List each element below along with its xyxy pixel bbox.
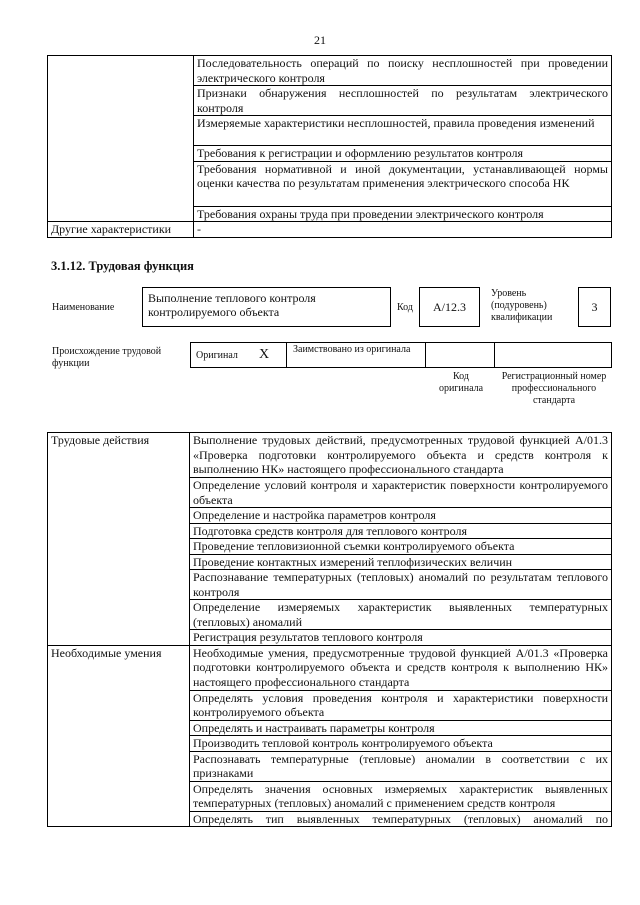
table-cell: Распознавание температурных (тепловых) аномалий по результатам теплового контроля xyxy=(190,570,612,600)
table-cell: Определять и настраивать параметры контроля xyxy=(190,720,612,736)
other-characteristics-label: Другие характеристики xyxy=(48,222,194,238)
table-cell: Определение и настройка параметров контроля xyxy=(190,508,612,524)
table-cell: Определять тип выявленных температурных (тепловых) аномалий по xyxy=(190,811,612,827)
borrowed-label: Заимствовано из оригинала xyxy=(293,344,411,355)
table-cell: Регистрация результатов теплового контроля xyxy=(190,630,612,646)
empty-label-cell xyxy=(48,56,194,222)
level-value: 3 xyxy=(591,300,598,314)
table-cell: Необходимые умения, предусмотренные трудовой функцией A/01.3 «Проверка подготовки контролируемого объекта и средств контроля к выполнению НК» настоящего профессионального стандарта xyxy=(190,645,612,690)
divider xyxy=(425,342,426,368)
name-label: Наименование xyxy=(52,302,115,313)
origin-label: Происхождение трудовой функции xyxy=(52,346,162,369)
code-value: A/12.3 xyxy=(433,300,466,314)
table-row xyxy=(48,222,612,238)
table-row xyxy=(48,645,612,690)
level-label: Уровень (подуровень) квалификации xyxy=(491,288,553,323)
skills-label: Необходимые умения xyxy=(48,645,190,827)
original-label: Оригинал xyxy=(196,350,238,361)
table-cell: Определять условия проведения контроля и характеристики поверхности контролируемого объекта xyxy=(190,690,612,720)
code-label: Код xyxy=(397,302,413,313)
table-cell: Измеряемые характеристики несплошностей, правила проведения изменений xyxy=(194,116,612,146)
table-cell: Требования к регистрации и оформлению результатов контроля xyxy=(194,146,612,162)
function-name: Выполнение теплового контроля контролируемого объекта xyxy=(148,291,316,319)
table-cell: Определение условий контроля и характеристик поверхности контролируемого объекта xyxy=(190,478,612,508)
code-original-caption: Код оригинала xyxy=(438,371,484,394)
section-heading: 3.1.12. Трудовая функция xyxy=(51,259,194,273)
top-table xyxy=(47,55,612,238)
table-row xyxy=(48,56,612,86)
table-cell: Распознавать температурные (тепловые) аномалии в соответствии с их признаками xyxy=(190,751,612,781)
table-cell: Требования охраны труда при проведении электрического контроля xyxy=(194,206,612,222)
table-cell: Подготовка средств контроля для теплового контроля xyxy=(190,523,612,539)
table-cell: Определение измеряемых характеристик выявленных температурных (тепловых) аномалий xyxy=(190,600,612,630)
code-value-box xyxy=(419,287,480,327)
main-table xyxy=(47,432,612,827)
table-cell: Проведение контактных измерений теплофизических величин xyxy=(190,554,612,570)
table-cell: Требования нормативной и иной документации, устанавливающей нормы оценки качества по результатам применения электрического способа НК xyxy=(194,161,612,206)
table-cell: Выполнение трудовых действий, предусмотренных трудовой функцией A/01.3 «Проверка подготовки контролируемого объекта и средств контроля к выполнению НК» настоящего профессионального стандарта xyxy=(190,433,612,478)
table-row xyxy=(48,433,612,478)
table-cell: Признаки обнаружения несплошностей по результатам электрического контроля xyxy=(194,86,612,116)
table-cell: Определять значения основных измеряемых характеристик выявленных температурных (тепловых) аномалий с применением средств контроля xyxy=(190,781,612,811)
table-cell: Производить тепловой контроль контролируемого объекта xyxy=(190,736,612,752)
divider xyxy=(286,342,287,368)
level-value-box xyxy=(578,287,611,327)
reg-number-caption: Регистрационный номер профессионального стандарта xyxy=(501,371,607,406)
table-cell: Последовательность операций по поиску несплошностей при проведении электрического контроля xyxy=(194,56,612,86)
name-value-box xyxy=(142,287,391,327)
table-cell: Проведение тепловизионной съемки контролируемого объекта xyxy=(190,539,612,555)
divider xyxy=(494,342,495,368)
other-characteristics-value: - xyxy=(194,222,612,238)
original-mark: X xyxy=(259,347,270,362)
page-number: 21 xyxy=(314,33,326,47)
labor-actions-label: Трудовые действия xyxy=(48,433,190,646)
